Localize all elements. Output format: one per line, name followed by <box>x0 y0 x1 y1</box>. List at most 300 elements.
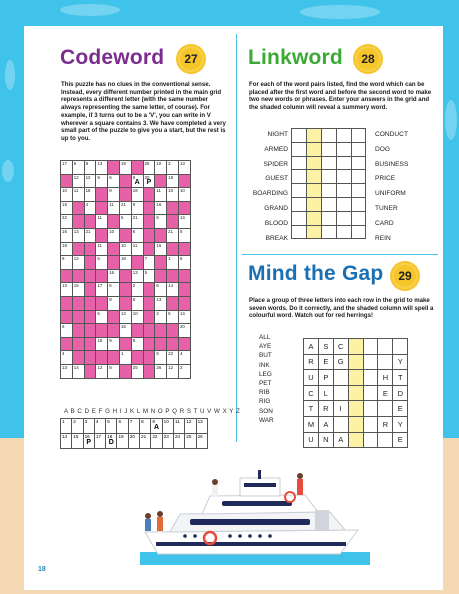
mindgap-cell[interactable]: P <box>318 370 333 386</box>
codeword-cell[interactable] <box>108 337 120 351</box>
mindgap-cell[interactable]: T <box>393 370 408 386</box>
codeword-grid[interactable] <box>60 160 191 379</box>
mindgap-cell[interactable]: I <box>333 401 348 417</box>
mindgap-cell[interactable]: A <box>304 339 319 355</box>
cell-number: 25 <box>132 364 138 370</box>
cell-number: 21 <box>85 228 91 234</box>
codeword-cell <box>61 337 73 351</box>
cell-number: 10 <box>62 188 67 194</box>
codeword-cell[interactable] <box>84 174 96 188</box>
codeword-cell <box>108 161 120 175</box>
linkword-cell[interactable] <box>306 170 321 184</box>
codeword-cell[interactable] <box>155 283 167 297</box>
codeword-cell <box>84 296 96 310</box>
mindgap-cell[interactable]: M <box>304 416 319 432</box>
codeword-cell[interactable] <box>72 228 84 242</box>
linkword-cell[interactable] <box>321 211 336 225</box>
cell-number: 10 <box>132 310 138 316</box>
codeword-cell[interactable] <box>167 161 179 175</box>
cell-number: 14 <box>179 215 185 221</box>
codeword-cell[interactable] <box>61 188 73 202</box>
linkword-cell[interactable] <box>351 142 366 156</box>
codeword-cell[interactable] <box>108 283 120 297</box>
codeword-cell[interactable] <box>96 310 108 324</box>
cell-number: 9 <box>132 201 136 207</box>
key-cell[interactable] <box>72 419 83 434</box>
linkword-cell[interactable] <box>306 197 321 211</box>
codeword-cell <box>119 283 131 297</box>
codeword-cell[interactable] <box>155 188 167 202</box>
codeword-cell[interactable] <box>61 351 73 365</box>
codeword-cell[interactable] <box>131 283 143 297</box>
mindgap-word: PET <box>259 380 272 387</box>
mindgap-cell[interactable]: R <box>304 354 319 370</box>
key-cell[interactable] <box>162 434 173 449</box>
codeword-cell[interactable] <box>155 215 167 229</box>
codeword-cell[interactable] <box>167 364 179 378</box>
codeword-cell <box>61 174 73 188</box>
cell-number: 5 <box>97 256 100 262</box>
codeword-cell[interactable] <box>131 188 143 202</box>
cell-number: 5 <box>144 269 148 275</box>
mindgap-cell[interactable] <box>378 432 393 448</box>
codeword-cell[interactable] <box>143 161 155 175</box>
codeword-cell[interactable] <box>131 201 143 215</box>
codeword-cell[interactable] <box>96 283 108 297</box>
key-letter: A <box>153 424 160 431</box>
mindgap-badge: 29 <box>392 263 418 289</box>
codeword-cell[interactable] <box>72 161 84 175</box>
key-cell[interactable] <box>151 419 162 434</box>
key-cell[interactable] <box>128 434 139 449</box>
codeword-cell[interactable] <box>61 242 73 256</box>
codeword-cell[interactable] <box>61 215 73 229</box>
mindgap-cell[interactable] <box>363 432 378 448</box>
codeword-cell[interactable] <box>167 174 179 188</box>
codeword-cell[interactable] <box>119 215 131 229</box>
codeword-cell[interactable] <box>178 228 190 242</box>
codeword-cell[interactable] <box>155 310 167 324</box>
mindgap-cell[interactable] <box>348 339 363 355</box>
codeword-cell[interactable] <box>143 269 155 283</box>
codeword-cell <box>108 256 120 270</box>
cell-letter: A <box>134 178 140 186</box>
key-cell[interactable] <box>151 434 162 449</box>
mindgap-cell[interactable]: G <box>333 354 348 370</box>
key-cell[interactable] <box>196 419 207 434</box>
codeword-cell[interactable] <box>178 161 190 175</box>
codeword-cell <box>72 310 84 324</box>
codeword-cell[interactable] <box>167 256 179 270</box>
codeword-cell[interactable] <box>131 215 143 229</box>
linkword-left-word: BLOOD <box>264 219 288 227</box>
linkword-cell[interactable] <box>306 211 321 225</box>
key-cell[interactable] <box>173 434 184 449</box>
linkword-cell[interactable] <box>306 156 321 170</box>
linkword-grid[interactable] <box>291 128 366 239</box>
linkword-cell[interactable] <box>292 225 307 239</box>
codeword-cell[interactable] <box>155 296 167 310</box>
linkword-cell[interactable] <box>292 184 307 198</box>
codeword-cell[interactable] <box>167 351 179 365</box>
mindgap-cell[interactable] <box>348 370 363 386</box>
key-cell[interactable] <box>61 419 72 434</box>
key-number: 26 <box>197 434 203 439</box>
codeword-cell[interactable] <box>131 296 143 310</box>
mindgap-word: INK <box>259 361 270 369</box>
cell-number: 10 <box>168 188 174 194</box>
linkword-cell[interactable] <box>351 225 366 239</box>
codeword-cell[interactable] <box>167 310 179 324</box>
cell-number: 5 <box>179 256 183 262</box>
key-cell[interactable] <box>117 434 128 449</box>
mindgap-cell[interactable] <box>348 401 363 417</box>
cell-number: 7 <box>144 256 148 262</box>
mindgap-cell[interactable]: U <box>304 432 319 448</box>
cell-number: 9 <box>97 174 100 180</box>
codeword-cell <box>72 324 84 338</box>
codeword-cell <box>61 269 73 283</box>
linkword-cell[interactable] <box>351 170 366 184</box>
codeword-cell <box>119 364 131 378</box>
codeword-cell[interactable] <box>155 242 167 256</box>
key-cell[interactable] <box>106 434 117 449</box>
key-cell[interactable] <box>72 434 83 449</box>
mindgap-cell[interactable] <box>348 385 363 401</box>
codeword-cell[interactable] <box>61 324 73 338</box>
codeword-cell[interactable] <box>131 242 143 256</box>
codeword-cell[interactable] <box>72 256 84 270</box>
codeword-cell[interactable] <box>84 201 96 215</box>
codeword-cell[interactable] <box>108 174 120 188</box>
key-number: 11 <box>174 419 180 424</box>
linkword-cell[interactable] <box>292 197 307 211</box>
codeword-cell[interactable] <box>72 283 84 297</box>
mindgap-cell[interactable] <box>333 370 348 386</box>
key-cell[interactable] <box>94 434 105 449</box>
codeword-cell <box>143 310 155 324</box>
linkword-cell[interactable] <box>336 184 351 198</box>
codeword-cell[interactable] <box>131 228 143 242</box>
cell-number: 12 <box>73 256 79 262</box>
linkword-cell[interactable] <box>336 129 351 143</box>
mindgap-cell[interactable]: L <box>318 385 333 401</box>
codeword-cell[interactable] <box>61 201 73 215</box>
cell-number: 4 <box>62 351 65 357</box>
cell-number: 6 <box>62 324 65 330</box>
cell-number: 4 <box>179 351 183 357</box>
key-number: 12 <box>186 419 192 424</box>
key-cell[interactable] <box>196 434 207 449</box>
codeword-cell[interactable] <box>119 201 131 215</box>
codeword-cell[interactable] <box>119 242 131 256</box>
linkword-cell[interactable] <box>351 211 366 225</box>
codeword-cell[interactable] <box>84 228 96 242</box>
codeword-cell <box>84 337 96 351</box>
mindgap-word: AYE <box>259 343 272 351</box>
mindgap-cell[interactable] <box>348 416 363 432</box>
key-number: 8 <box>141 419 144 424</box>
key-cell[interactable] <box>140 434 151 449</box>
codeword-cell <box>178 296 190 310</box>
key-cell[interactable] <box>185 419 196 434</box>
key-cell[interactable] <box>173 419 184 434</box>
linkword-cell[interactable] <box>351 184 366 198</box>
linkword-left-word: SPIDER <box>263 160 288 168</box>
linkword-cell[interactable] <box>336 156 351 170</box>
codeword-cell[interactable] <box>108 296 120 310</box>
mindgap-cell[interactable]: U <box>304 370 319 386</box>
linkword-cell[interactable] <box>351 129 366 143</box>
mindgap-cell[interactable]: A <box>333 432 348 448</box>
mindgap-cell[interactable]: R <box>318 401 333 417</box>
cell-number: 15 <box>73 283 79 289</box>
codeword-cell[interactable] <box>96 256 108 270</box>
linkword-left-word: GRAND <box>264 205 288 212</box>
codeword-cell[interactable] <box>61 228 73 242</box>
mindgap-cell[interactable] <box>378 401 393 417</box>
codeword-cell[interactable] <box>61 161 73 175</box>
key-cell[interactable] <box>61 434 72 449</box>
mindgap-cell[interactable]: E <box>378 385 393 401</box>
codeword-cell[interactable] <box>119 351 131 365</box>
mindgap-cell[interactable] <box>363 370 378 386</box>
linkword-cell[interactable] <box>321 170 336 184</box>
linkword-cell[interactable] <box>351 197 366 211</box>
linkword-cell[interactable] <box>306 184 321 198</box>
codeword-cell[interactable] <box>167 283 179 297</box>
codeword-cell[interactable] <box>178 364 190 378</box>
codeword-cell <box>119 188 131 202</box>
key-cell[interactable] <box>106 419 117 434</box>
codeword-cell[interactable] <box>178 256 190 270</box>
cell-number: 10 <box>179 188 185 194</box>
linkword-cell[interactable] <box>321 156 336 170</box>
linkword-cell[interactable] <box>321 129 336 143</box>
codeword-cell <box>61 310 73 324</box>
cell-number: 14 <box>179 310 185 316</box>
cell-number: 8 <box>109 296 112 302</box>
linkword-cell[interactable] <box>306 142 321 156</box>
codeword-cell[interactable] <box>108 201 120 215</box>
mindgap-title: Mind the Gap <box>248 262 384 285</box>
mindgap-cell[interactable] <box>378 354 393 370</box>
mindgap-cell[interactable]: N <box>318 432 333 448</box>
linkword-cell[interactable] <box>321 184 336 198</box>
codeword-cell[interactable] <box>61 283 73 297</box>
cell-number: 13 <box>132 269 138 275</box>
linkword-cell[interactable] <box>321 197 336 211</box>
codeword-cell[interactable] <box>108 269 120 283</box>
linkword-cell[interactable] <box>321 142 336 156</box>
mindgap-cell[interactable]: Y <box>393 416 408 432</box>
mindgap-grid[interactable] <box>303 338 408 448</box>
mindgap-cell[interactable] <box>348 354 363 370</box>
codeword-cell[interactable] <box>155 161 167 175</box>
codeword-cell[interactable] <box>84 188 96 202</box>
codeword-cell[interactable] <box>167 188 179 202</box>
mindgap-cell[interactable] <box>363 385 378 401</box>
mindgap-cell[interactable] <box>333 416 348 432</box>
codeword-cell[interactable] <box>61 256 73 270</box>
mindgap-cell[interactable]: E <box>393 401 408 417</box>
mindgap-cell[interactable] <box>333 385 348 401</box>
codeword-cell[interactable] <box>178 188 190 202</box>
linkword-cell[interactable] <box>292 142 307 156</box>
codeword-cell[interactable] <box>72 188 84 202</box>
mindgap-cell[interactable]: A <box>318 416 333 432</box>
linkword-cell[interactable] <box>292 211 307 225</box>
cell-number: 10 <box>120 242 126 248</box>
codeword-cell[interactable] <box>72 174 84 188</box>
codeword-cell[interactable] <box>61 364 73 378</box>
codeword-instructions: This puzzle has no clues in the conventional sense. Instead, every different number printed in the main grid represents a different letter (with the same number always representing the same letter, of course). For example, if 3 turns out to be a 'V', you can write in V wherever a square contains 3. We have completed a very small part of the puzzle to give you a start, but the rest is up to you. <box>61 81 226 142</box>
cell-number: 11 <box>97 242 102 248</box>
cell-number: 12 <box>168 364 174 370</box>
key-cell[interactable] <box>140 419 151 434</box>
key-number: 4 <box>95 419 99 424</box>
cell-number: 26 <box>156 364 162 370</box>
codeword-cell <box>96 351 108 365</box>
key-cell[interactable] <box>83 434 94 449</box>
linkword-badge: 28 <box>355 46 381 72</box>
cell-number: 13 <box>120 310 126 316</box>
cell-number: 6 <box>73 161 77 166</box>
codeword-cell[interactable] <box>131 337 143 351</box>
key-cell[interactable] <box>117 419 128 434</box>
codeword-cell[interactable] <box>96 337 108 351</box>
cell-number: 18 <box>97 337 103 343</box>
codeword-cell[interactable] <box>178 351 190 365</box>
mindgap-cell[interactable]: R <box>378 416 393 432</box>
linkword-cell[interactable] <box>306 225 321 239</box>
codeword-cell[interactable] <box>131 174 143 188</box>
mindgap-cell[interactable] <box>363 416 378 432</box>
cell-number: 5 <box>156 351 159 357</box>
linkword-cell[interactable] <box>321 225 336 239</box>
codeword-cell[interactable] <box>178 215 190 229</box>
mindgap-cell[interactable]: T <box>304 401 319 417</box>
codeword-cell[interactable] <box>143 256 155 270</box>
mindgap-cell[interactable]: C <box>304 385 319 401</box>
codeword-cell[interactable] <box>119 310 131 324</box>
codeword-key-grid[interactable] <box>60 418 208 449</box>
codeword-cell <box>84 364 96 378</box>
codeword-cell[interactable] <box>108 364 120 378</box>
cell-number: 13 <box>156 296 162 302</box>
key-number: 9 <box>152 419 155 424</box>
codeword-cell[interactable] <box>108 188 120 202</box>
codeword-cell <box>84 283 96 297</box>
linkword-cell[interactable] <box>351 156 366 170</box>
cell-number: 25 <box>144 161 150 166</box>
linkword-cell[interactable] <box>292 170 307 184</box>
linkword-cell[interactable] <box>306 129 321 143</box>
codeword-cell[interactable] <box>84 161 96 175</box>
linkword-cell[interactable] <box>336 225 351 239</box>
codeword-cell[interactable] <box>119 256 131 270</box>
codeword-cell[interactable] <box>96 215 108 229</box>
mindgap-cell[interactable] <box>363 339 378 355</box>
linkword-cell[interactable] <box>336 170 351 184</box>
linkword-cell[interactable] <box>292 129 307 143</box>
codeword-cell[interactable] <box>119 161 131 175</box>
mindgap-cell[interactable] <box>348 432 363 448</box>
codeword-cell <box>167 242 179 256</box>
linkword-cell[interactable] <box>292 156 307 170</box>
key-cell[interactable] <box>83 419 94 434</box>
mindgap-cell[interactable] <box>378 339 393 355</box>
codeword-cell <box>72 351 84 365</box>
mindgap-cell[interactable] <box>363 401 378 417</box>
codeword-cell <box>143 324 155 338</box>
mindgap-instructions: Place a group of three letters into each row in the grid to make seven words. Do it correctly, and the shaded column will spell a colourful word. Watch out for red herrings! <box>249 297 434 320</box>
mindgap-cell[interactable]: D <box>393 385 408 401</box>
key-cell[interactable] <box>162 419 173 434</box>
codeword-cell <box>96 188 108 202</box>
codeword-cell[interactable] <box>155 364 167 378</box>
codeword-cell[interactable] <box>178 310 190 324</box>
key-cell[interactable] <box>185 434 196 449</box>
mindgap-cell[interactable]: E <box>318 354 333 370</box>
codeword-cell[interactable] <box>143 174 155 188</box>
codeword-cell[interactable] <box>131 269 143 283</box>
codeword-cell <box>167 201 179 215</box>
cell-number: 1 <box>168 256 171 262</box>
codeword-cell[interactable] <box>131 310 143 324</box>
codeword-cell <box>143 351 155 365</box>
key-number: 16 <box>84 434 90 439</box>
codeword-cell[interactable] <box>131 364 143 378</box>
mindgap-cell[interactable]: Y <box>393 354 408 370</box>
key-number: 13 <box>197 419 203 424</box>
codeword-cell <box>167 324 179 338</box>
codeword-cell <box>72 201 84 215</box>
linkword-right-word: BUSINESS <box>375 160 409 168</box>
codeword-cell[interactable] <box>96 242 108 256</box>
codeword-cell <box>108 310 120 324</box>
linkword-cell[interactable] <box>336 197 351 211</box>
mindgap-cell[interactable]: H <box>378 370 393 386</box>
codeword-cell <box>167 269 179 283</box>
codeword-cell[interactable] <box>155 351 167 365</box>
mindgap-cell[interactable]: S <box>318 339 333 355</box>
codeword-cell[interactable] <box>119 324 131 338</box>
mindgap-cell[interactable]: E <box>393 432 408 448</box>
mindgap-cell[interactable] <box>363 354 378 370</box>
codeword-cell <box>119 228 131 242</box>
cell-number: 13 <box>62 283 67 289</box>
cell-number: 12 <box>97 364 103 370</box>
codeword-cell[interactable] <box>72 364 84 378</box>
codeword-cell[interactable] <box>96 161 108 175</box>
linkword-cell[interactable] <box>336 142 351 156</box>
codeword-cell[interactable] <box>96 174 108 188</box>
mindgap-cell[interactable]: C <box>333 339 348 355</box>
codeword-cell <box>131 324 143 338</box>
linkword-cell[interactable] <box>336 211 351 225</box>
key-cell[interactable] <box>128 419 139 434</box>
codeword-cell[interactable] <box>155 201 167 215</box>
mindgap-word: LEG <box>259 370 272 378</box>
linkword-right-word: UNIFORM <box>375 190 406 198</box>
codeword-cell[interactable] <box>178 324 190 338</box>
codeword-cell[interactable] <box>167 228 179 242</box>
codeword-cell[interactable] <box>108 228 120 242</box>
key-cell[interactable] <box>94 419 105 434</box>
mindgap-cell[interactable] <box>393 339 408 355</box>
codeword-cell[interactable] <box>96 364 108 378</box>
